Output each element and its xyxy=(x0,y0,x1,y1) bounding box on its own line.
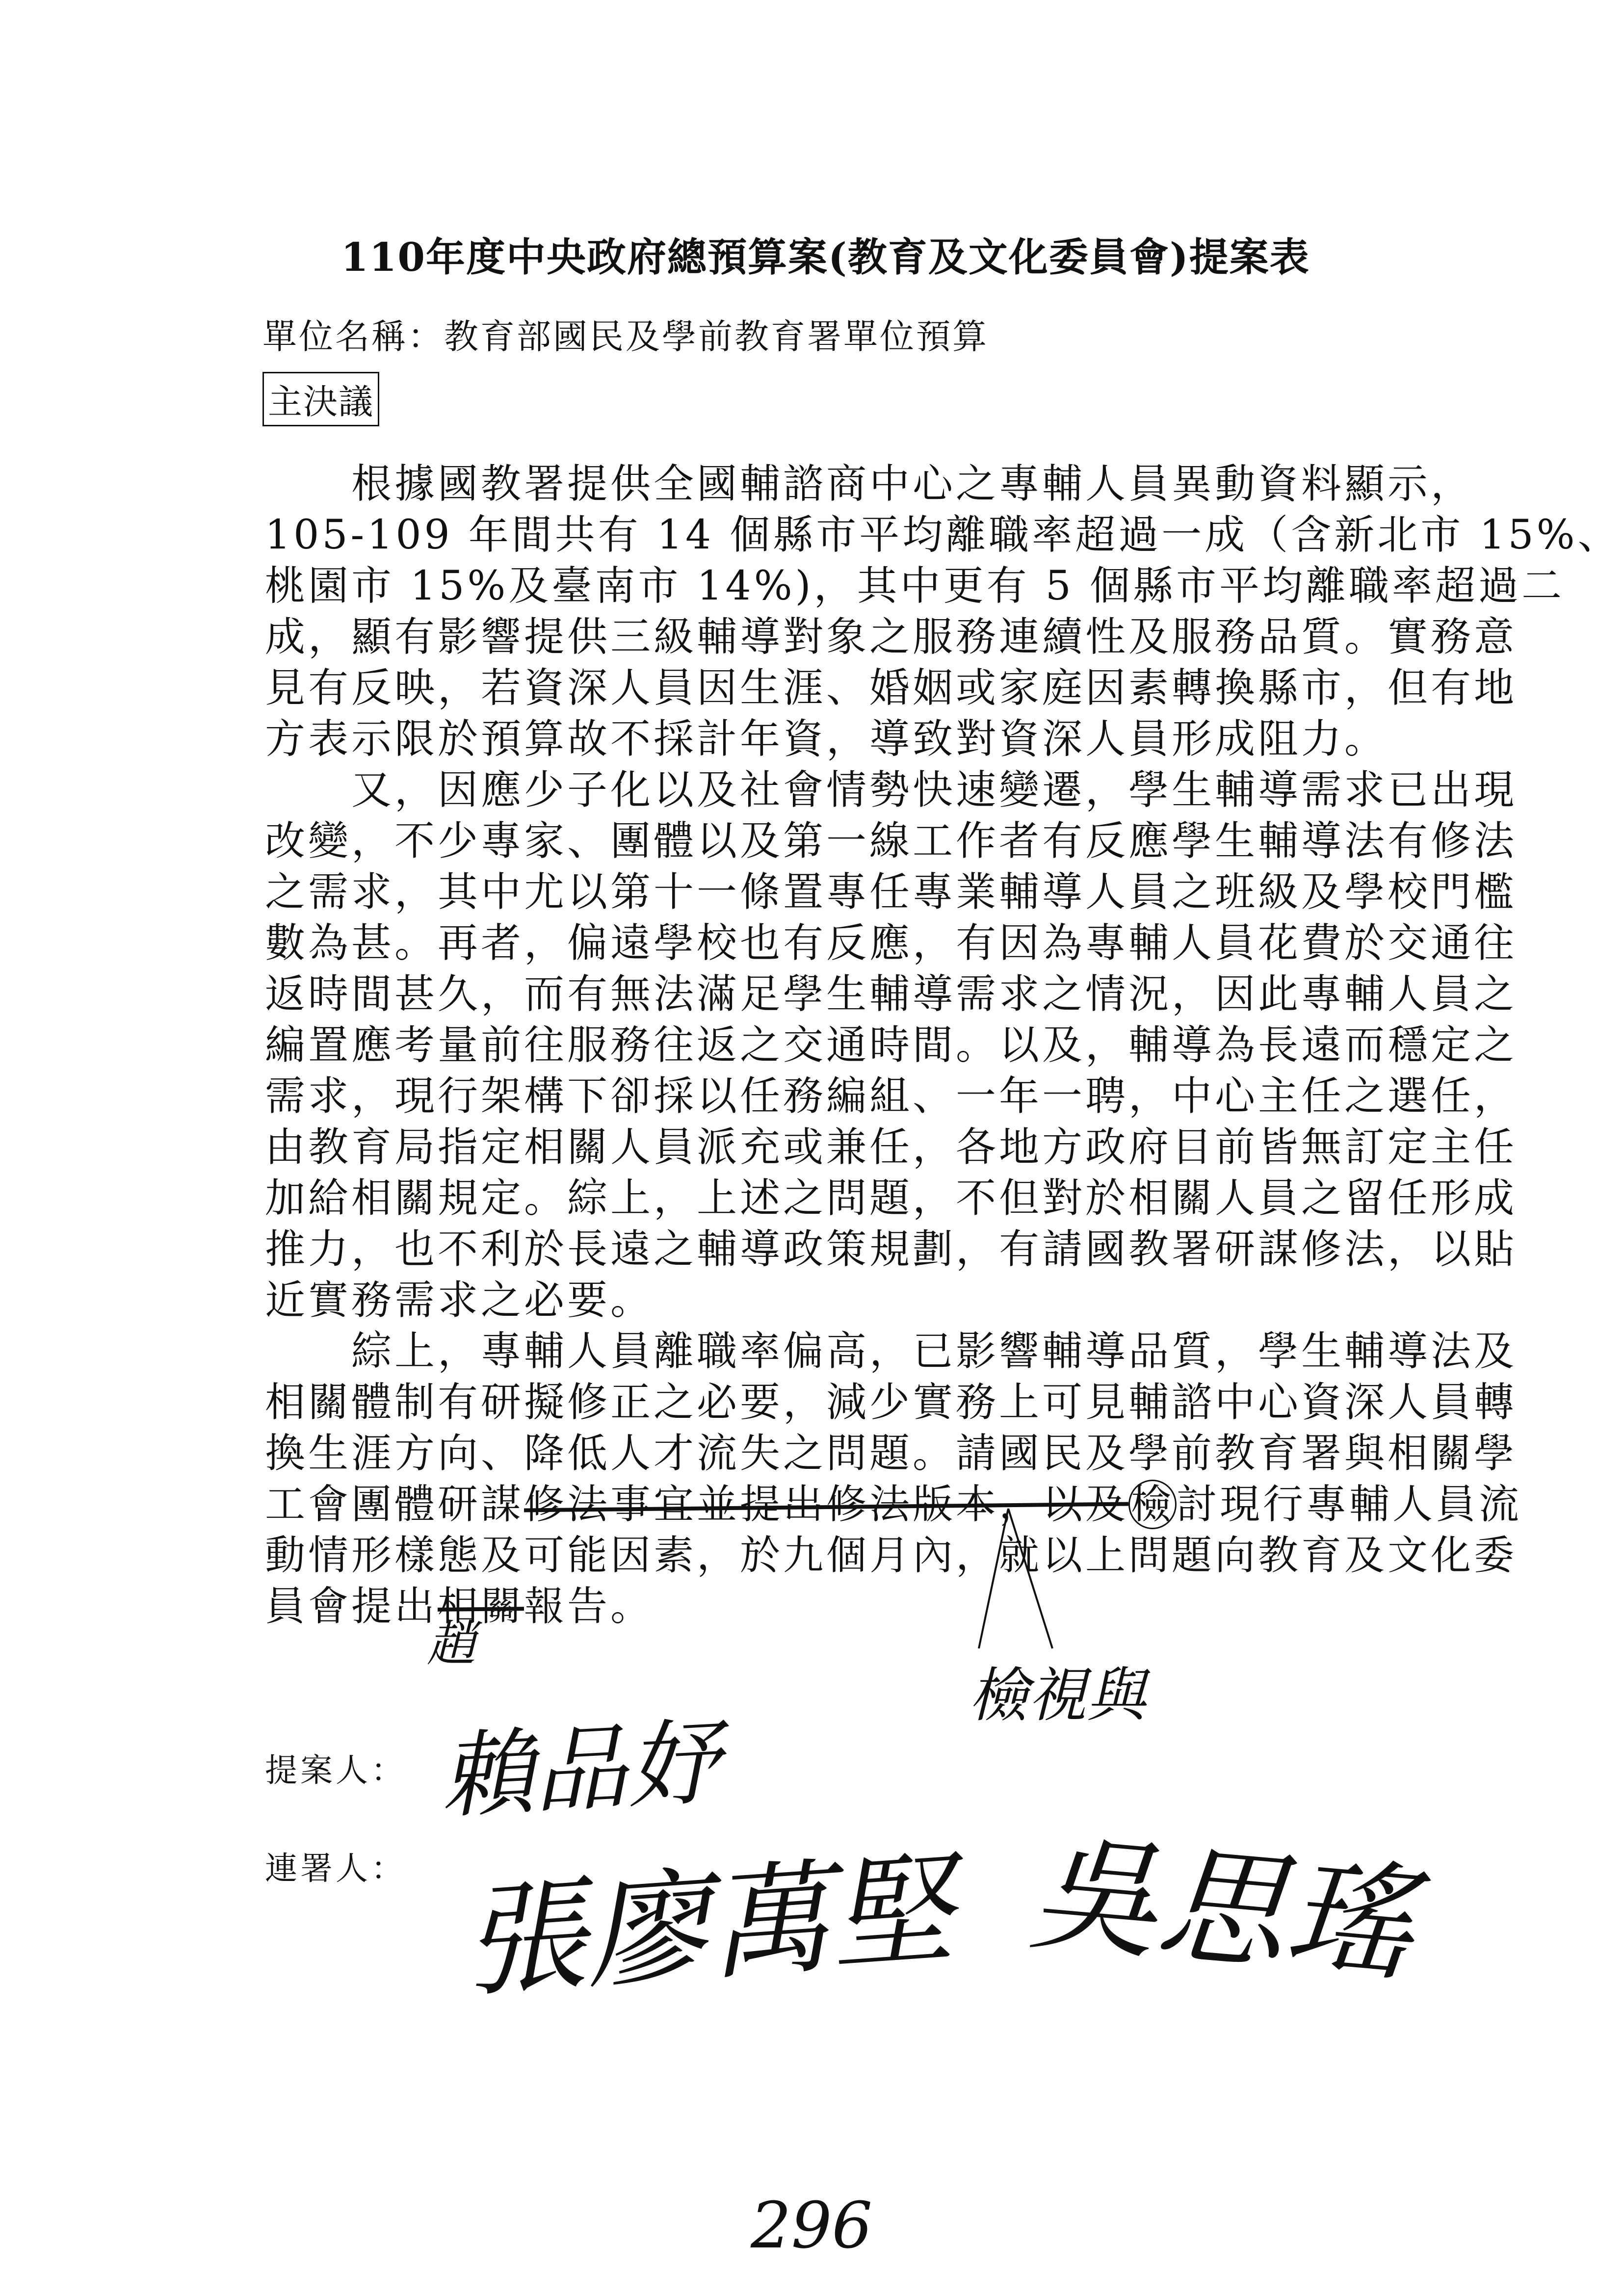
handwritten-annotation: 檢視與 xyxy=(969,1662,1146,1730)
line-text: 桃園市 15%及臺南市 14%)，其中更有 5 個縣市平均離職率超過二 xyxy=(265,563,1565,609)
line-text: 又，因應少子化以及社會情勢快速變遷，學生輔導需求已出現 xyxy=(265,767,1518,813)
document-title: 110年度中央政府總預算案(教育及文化委員會)提案表 xyxy=(341,234,1310,280)
line-text: 換生涯方向、降低人才流失之問題。請國民及學前教育署與相關學 xyxy=(265,1430,1518,1477)
line-text: 見有反映，若資深人員因生涯、婚姻或家庭因素轉換縣市，但有地 xyxy=(265,665,1518,711)
line-text: 綜上，專輔人員離職率偏高，已影響輔導品質，學生輔導法及 xyxy=(265,1328,1518,1375)
proposer-label: 提案人： xyxy=(265,1751,406,1789)
page-number: 296 xyxy=(751,2188,873,2263)
line-text: 加給相關規定。綜上，上述之問題，不但對於相關人員之留任形成 xyxy=(265,1175,1518,1222)
line-text: 推力，也不利於長遠之輔導政策規劃，有請國教署研謀修法，以貼 xyxy=(265,1226,1518,1273)
unit-name: 單位名稱：教育部國民及學前教育署單位預算 xyxy=(262,316,989,357)
line-text: 由教育局指定相關人員派充或兼任，各地方政府目前皆無訂定主任 xyxy=(265,1124,1518,1171)
line-text: 討現行專輔人員流 xyxy=(1177,1481,1522,1528)
cosigner-label: 連署人： xyxy=(265,1850,406,1887)
line-text: 需求，現行架構下卻採以任務編組、一年一聘，中心主任之選任， xyxy=(265,1073,1518,1120)
proposer-signature: 賴品妤 xyxy=(438,1708,723,1831)
circled-text: 檢 xyxy=(1128,1480,1177,1529)
handwritten-proposer-prefix: 趙 xyxy=(427,1615,476,1672)
line-text: 相關體制有研擬修正之必要，減少實務上可見輔諮中心資深人員轉 xyxy=(265,1379,1518,1426)
line-text: 返時間甚久，而有無法滿足學生輔導需求之情況，因此專輔人員之 xyxy=(265,971,1518,1018)
struck-text: 修法事宜並提出修法版本，以及 xyxy=(524,1481,1129,1528)
line-text: 方表示限於預算故不採計年資，導致對資深人員形成阻力。 xyxy=(265,716,1388,762)
line-text: 105-109 年間共有 14 個縣市平均離職率超過一成（含新北市 15%、 xyxy=(265,512,1621,558)
line-text: 工會團體研謀 xyxy=(265,1481,524,1528)
line-text: 成，顯有影響提供三級輔導對象之服務連續性及服務品質。實務意 xyxy=(265,614,1518,660)
decision-label: 主決議 xyxy=(262,372,379,426)
line-text: 改變，不少專家、團體以及第一線工作者有反應學生輔導法有修法 xyxy=(265,818,1518,864)
line-text: 近實務需求之必要。 xyxy=(265,1277,654,1324)
line-text: 報告。 xyxy=(524,1583,654,1630)
line-text: 動情形樣態及可能因素，於九個月內，就以上問題向教育及文化委 xyxy=(265,1532,1518,1579)
line-text: 根據國教署提供全國輔諮商中心之專輔人員異動資料顯示， xyxy=(265,461,1474,507)
cosigner-signature-1: 張廖萬堅 xyxy=(458,1838,958,2015)
line-text: 之需求，其中尤以第十一條置專任專業輔導人員之班級及學校門檻 xyxy=(265,869,1518,915)
struck-text: 相關 xyxy=(438,1583,524,1630)
line-text: 員會提出 xyxy=(265,1583,438,1630)
line-text: 編置應考量前往服務往返之交通時間。以及，輔導為長遠而穩定之 xyxy=(265,1022,1518,1069)
cosigner-signature-2: 吳思瑤 xyxy=(1024,1819,1419,2000)
line-text: 數為甚。再者，偏遠學校也有反應，有因為專輔人員花費於交通往 xyxy=(265,920,1518,966)
